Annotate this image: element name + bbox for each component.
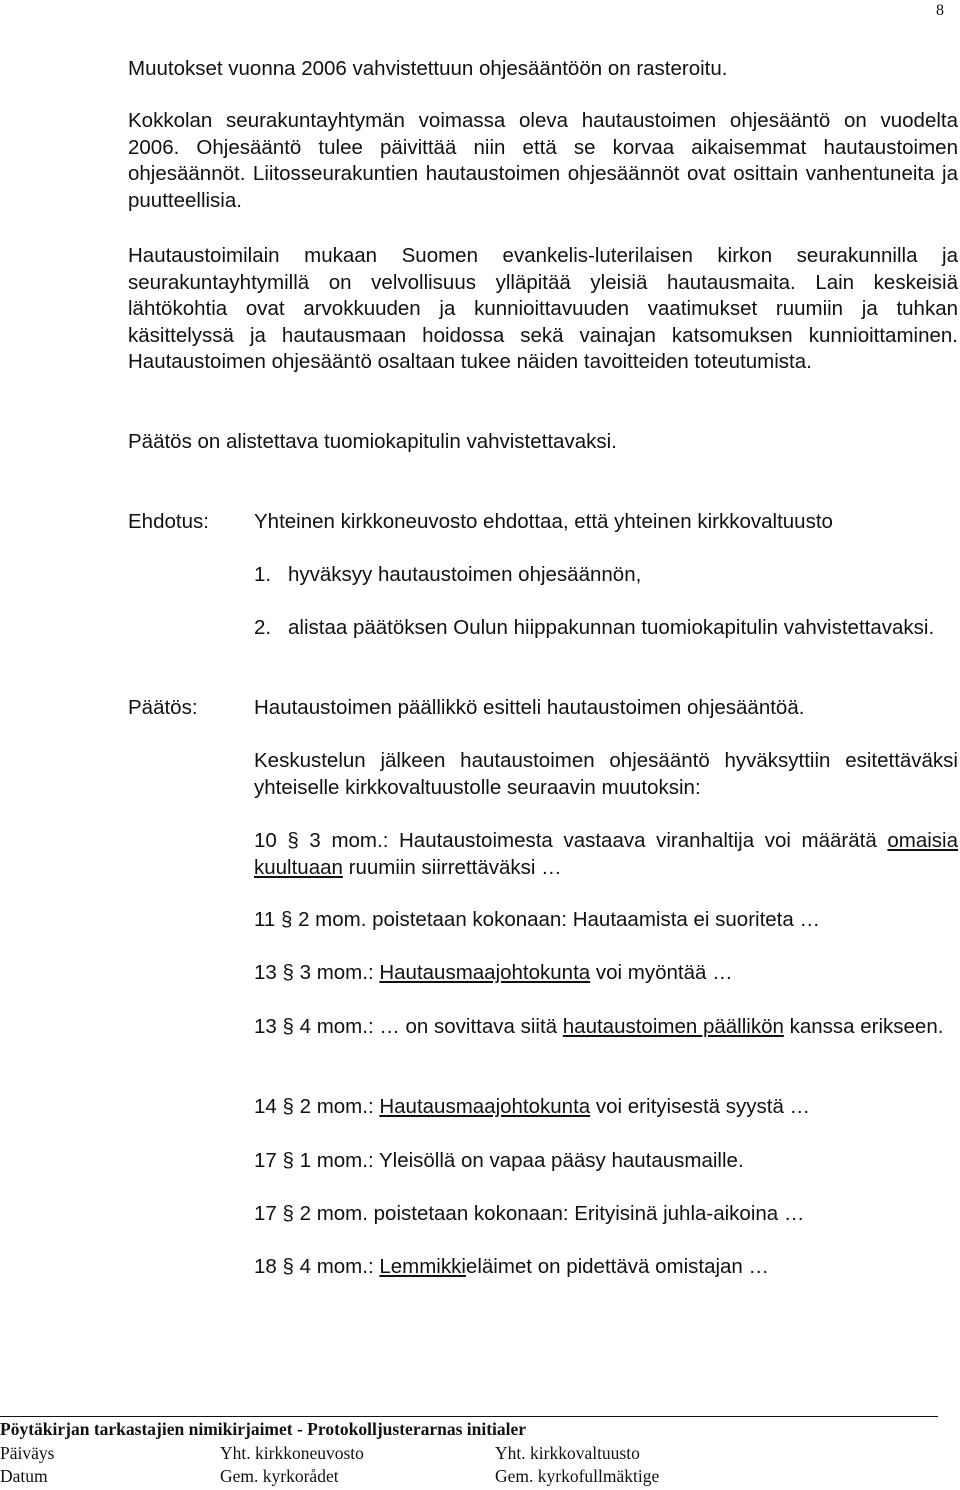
change-13-4: 13 § 4 mom.: … on sovittava siitä hautaustoimen päällikön kanssa erikseen. bbox=[254, 1015, 944, 1038]
ehdotus-label: Ehdotus: bbox=[128, 510, 209, 533]
approval-note: Päätös on alistettava tuomiokapitulin vahvistettavaksi. bbox=[128, 430, 617, 453]
change-11-2: 11 § 2 mom. poistetaan kokonaan: Hautaamista ei suoriteta … bbox=[254, 908, 820, 931]
proposal-item-text: alistaa päätöksen Oulun hiippakunnan tuomiokapitulin vahvistettavaksi. bbox=[288, 616, 935, 639]
change-14-2: 14 § 2 mom.: Hautausmaajohtokunta voi erityisestä syystä … bbox=[254, 1095, 811, 1118]
page-number: 8 bbox=[936, 2, 944, 19]
paatos-line-2: Keskustelun jälkeen hautaustoimen ohjesääntö hyväksyttiin esitettäväksi yhteiselle kirkkovaltuustolle seuraavin muutoksin: bbox=[254, 749, 958, 799]
ehdotus-intro: Yhteinen kirkkoneuvosto ehdottaa, että yhteinen kirkkovaltuusto bbox=[254, 510, 833, 533]
change-10-3: 10 § 3 mom.: Hautaustoimesta vastaava viranhaltija voi määrätä omaisia kuultuaan ruumiin siirrettäväksi … bbox=[254, 829, 958, 879]
change-13-3: 13 § 3 mom.: Hautausmaajohtokunta voi myöntää … bbox=[254, 961, 733, 984]
proposal-item-1 bbox=[254, 562, 958, 589]
proposal-item-text: hyväksyy hautaustoimen ohjesäännön, bbox=[288, 563, 642, 586]
change-17-1: 17 § 1 mom.: Yleisöllä on vapaa pääsy hautausmaille. bbox=[254, 1149, 744, 1172]
proposal-item-number: 2. bbox=[254, 616, 272, 639]
background-paragraph: Kokkolan seurakuntayhtymän voimassa oleva hautaustoimen ohjesääntö on vuodelta 2006. Ohjesääntö tulee päivittää niin että se korvaa aikaisemmat hautaustoimen ohjesäännöt. Liitosseurakuntien hautaustoimen ohjesäännöt ovat osittain vanhentuneita ja puutteellisia. bbox=[128, 109, 958, 212]
intro-note: Muutokset vuonna 2006 vahvistettuun ohjesääntöön on rasteroitu. bbox=[128, 57, 728, 80]
footer-council-sv: Gem. kyrkorådet bbox=[220, 1466, 339, 1486]
footer-date-sv: Datum bbox=[0, 1466, 48, 1486]
footer-assembly-sv: Gem. kyrkofullmäktige bbox=[495, 1466, 660, 1486]
footer-assembly-fi: Yht. kirkkovaltuusto bbox=[495, 1443, 640, 1463]
change-18-4: 18 § 4 mom.: Lemmikkieläimet on pidettävä omistajan … bbox=[254, 1255, 770, 1278]
footer-divider bbox=[0, 1416, 938, 1417]
paatos-label: Päätös: bbox=[128, 696, 198, 719]
proposal-item-number: 1. bbox=[254, 563, 272, 586]
change-17-2: 17 § 2 mom. poistetaan kokonaan: Erityisinä juhla-aikoina … bbox=[254, 1202, 805, 1225]
footer-date-fi: Päiväys bbox=[0, 1443, 55, 1463]
footer-title: Pöytäkirjan tarkastajien nimikirjaimet - Protokolljusterarnas initialer bbox=[0, 1419, 527, 1439]
paatos-line-1: Hautaustoimen päällikkö esitteli hautaustoimen ohjesääntöä. bbox=[254, 696, 805, 719]
footer-council-fi: Yht. kirkkoneuvosto bbox=[220, 1443, 364, 1463]
law-paragraph: Hautaustoimilain mukaan Suomen evankelis-luterilaisen kirkon seurakunnilla ja seurakuntayhtymillä on velvollisuus ylläpitää yleisiä hautausmaita. Lain keskeisiä lähtökohtia ovat arvokkuuden ja kunnioittavuuden vaatimukset ruumiin ja tuhkan käsittelyssä ja hautausmaan hoidossa sekä vainajan katsomuksen kunnioittaminen. Hautaustoimen ohjesääntö osaltaan tukee näiden tavoitteiden toteutumista. bbox=[128, 244, 958, 373]
proposal-item-2 bbox=[254, 615, 958, 642]
